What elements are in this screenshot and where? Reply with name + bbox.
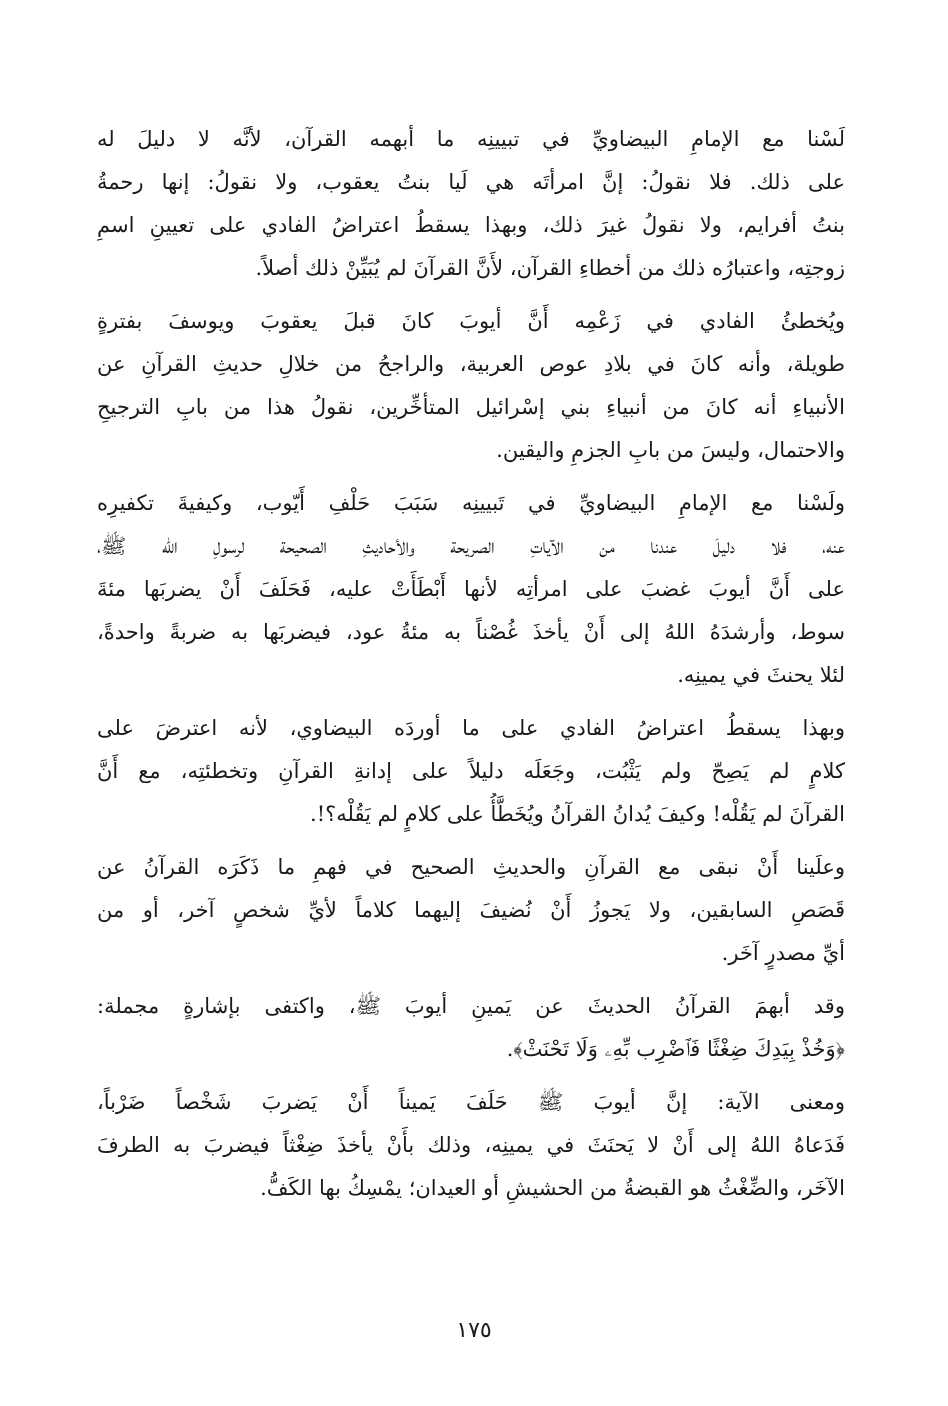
- text-line: فَدَعاهُ اللهُ إلى أَنْ لا يَحنَثَ في يمينِه، وذلك بأَنْ يأخذَ ضِغْثاً فيضربَ به الطرفَ: [97, 1133, 845, 1157]
- paragraph: [97, 482, 845, 697]
- paragraph: [97, 707, 845, 836]
- text-line: على ذلك. فلا نقولُ: إنَّ امرأتَه هي لَيا بنتُ يعقوب، ولا نقولُ: إنها رحمةُ: [97, 170, 845, 194]
- text-line: القرآنَ لم يَقُلْه! وكيفَ يُدانُ القرآنُ ويُخَطَّأُ على كلامٍ لم يَقُلْه؟!.: [310, 802, 845, 826]
- text-line: الأنبياءِ أنه كانَ من أنبياءِ بني إسْرائيل المتأخِّرين، نقولُ هذا من بابِ الترجيحِ: [97, 395, 845, 419]
- text-line: وبهذا يسقطُ اعتراضُ الفادي على ما أوردَه البيضاوي، لأنه اعترضَ على: [97, 716, 845, 740]
- text-line: وقد أبهمَ القرآنُ الحديثَ عن يَمينِ أيوبَ ﷺ، واكتفى بإشارةٍ مجملة:: [97, 994, 845, 1018]
- paragraph: [97, 846, 845, 975]
- text-line: لئلا يحنثَ في يمينِه.: [677, 663, 845, 687]
- text-line: عنه، فلا دليلَ عندنا من الآياتِ الصريحة والأحاديثِ الصحيحة لرسولِ الله ﷺ،: [97, 534, 845, 558]
- text-line: بنتُ أفرايم، ولا نقولُ غيرَ ذلك، وبهذا يسقطُ اعتراضُ الفادي على تعيينِ اسمِ: [97, 213, 845, 237]
- quran-verse-line: ﴿وَخُذْ بِيَدِكَ ضِغْثًا فَٱضْرِب بِّهِۦ وَلَا تَحْنَثْ﴾.: [506, 1037, 845, 1061]
- text-line: زوجتِه، واعتبارُه ذلك من أخطاءِ القرآن، لأَنَّ القرآنَ لم يُبَيِّنْ ذلك أصلاً.: [255, 256, 845, 280]
- text-line: على أَنَّ أيوبَ غضبَ على امرأتِه لأنها أَبْطَأَتْ عليه، فَحَلَفَ أَنْ يضربَها مئةَ: [97, 577, 845, 601]
- text-line: ومعنى الآية: إنَّ أيوبَ ﷺ حَلَفَ يَميناً أَنْ يَضربَ شَخْصاً ضَرْباً،: [97, 1090, 845, 1114]
- text-line: قَصَصِ السابقين، ولا يَجوزُ أَنْ نُضيفَ إليهما كلاماً لأيِّ شخصٍ آخر، أو من: [97, 898, 845, 922]
- paragraph: [97, 300, 845, 472]
- text-line: الآخَر، والضِّغْثُ هو القبضةُ من الحشيشِ أو العيدان؛ يمْسِكُ بها الكَفُّ.: [260, 1176, 845, 1200]
- text-line: طويلة، وأنه كانَ في بلادِ عوص العربية، والراجحُ من خلالِ حديثِ القرآنِ عن: [97, 352, 845, 376]
- text-line: ولَسْنا مع الإمامِ البيضاويِّ في تَبيينِه سَبَبَ حَلْفِ أَيّوب، وكيفيةَ تكفيرِه: [97, 491, 845, 515]
- text-line: لَسْنا مع الإمامِ البيضاويِّ في تبيينِه ما أبهمه القرآن، لأنَّه لا دليلَ له: [97, 127, 845, 151]
- text-line: ويُخطئُ الفادي في زَعْمِه أَنَّ أيوبَ كانَ قبلَ يعقوبَ ويوسفَ بفترةٍ: [97, 309, 845, 333]
- text-line: كلامٍ لم يَصِحّ ولم يَثْبُت، وجَعَلَه دليلاً على إدانةِ القرآنِ وتخطئتِه، مع أَنَّ: [97, 759, 845, 783]
- paragraph: [97, 118, 845, 290]
- text-line: سوط، وأرشدَهُ اللهُ إلى أَنْ يأخذَ غُصْناً به مئةُ عود، فيضربَها به ضربةً واحدةً،: [97, 620, 845, 644]
- text-line: وعلَينا أَنْ نبقى مع القرآنِ والحديثِ الصحيح في فهمِ ما ذَكَرَه القرآنُ عن: [97, 855, 845, 879]
- page-number: ١٧٥: [456, 1318, 492, 1343]
- paragraph: [97, 1081, 845, 1210]
- text-line: والاحتمال، وليسَ من بابِ الجزمِ واليقين.: [496, 438, 845, 462]
- text-line: أيِّ مصدرٍ آخَر.: [721, 941, 845, 965]
- paragraph: [97, 985, 845, 1071]
- page-body: [97, 118, 845, 1298]
